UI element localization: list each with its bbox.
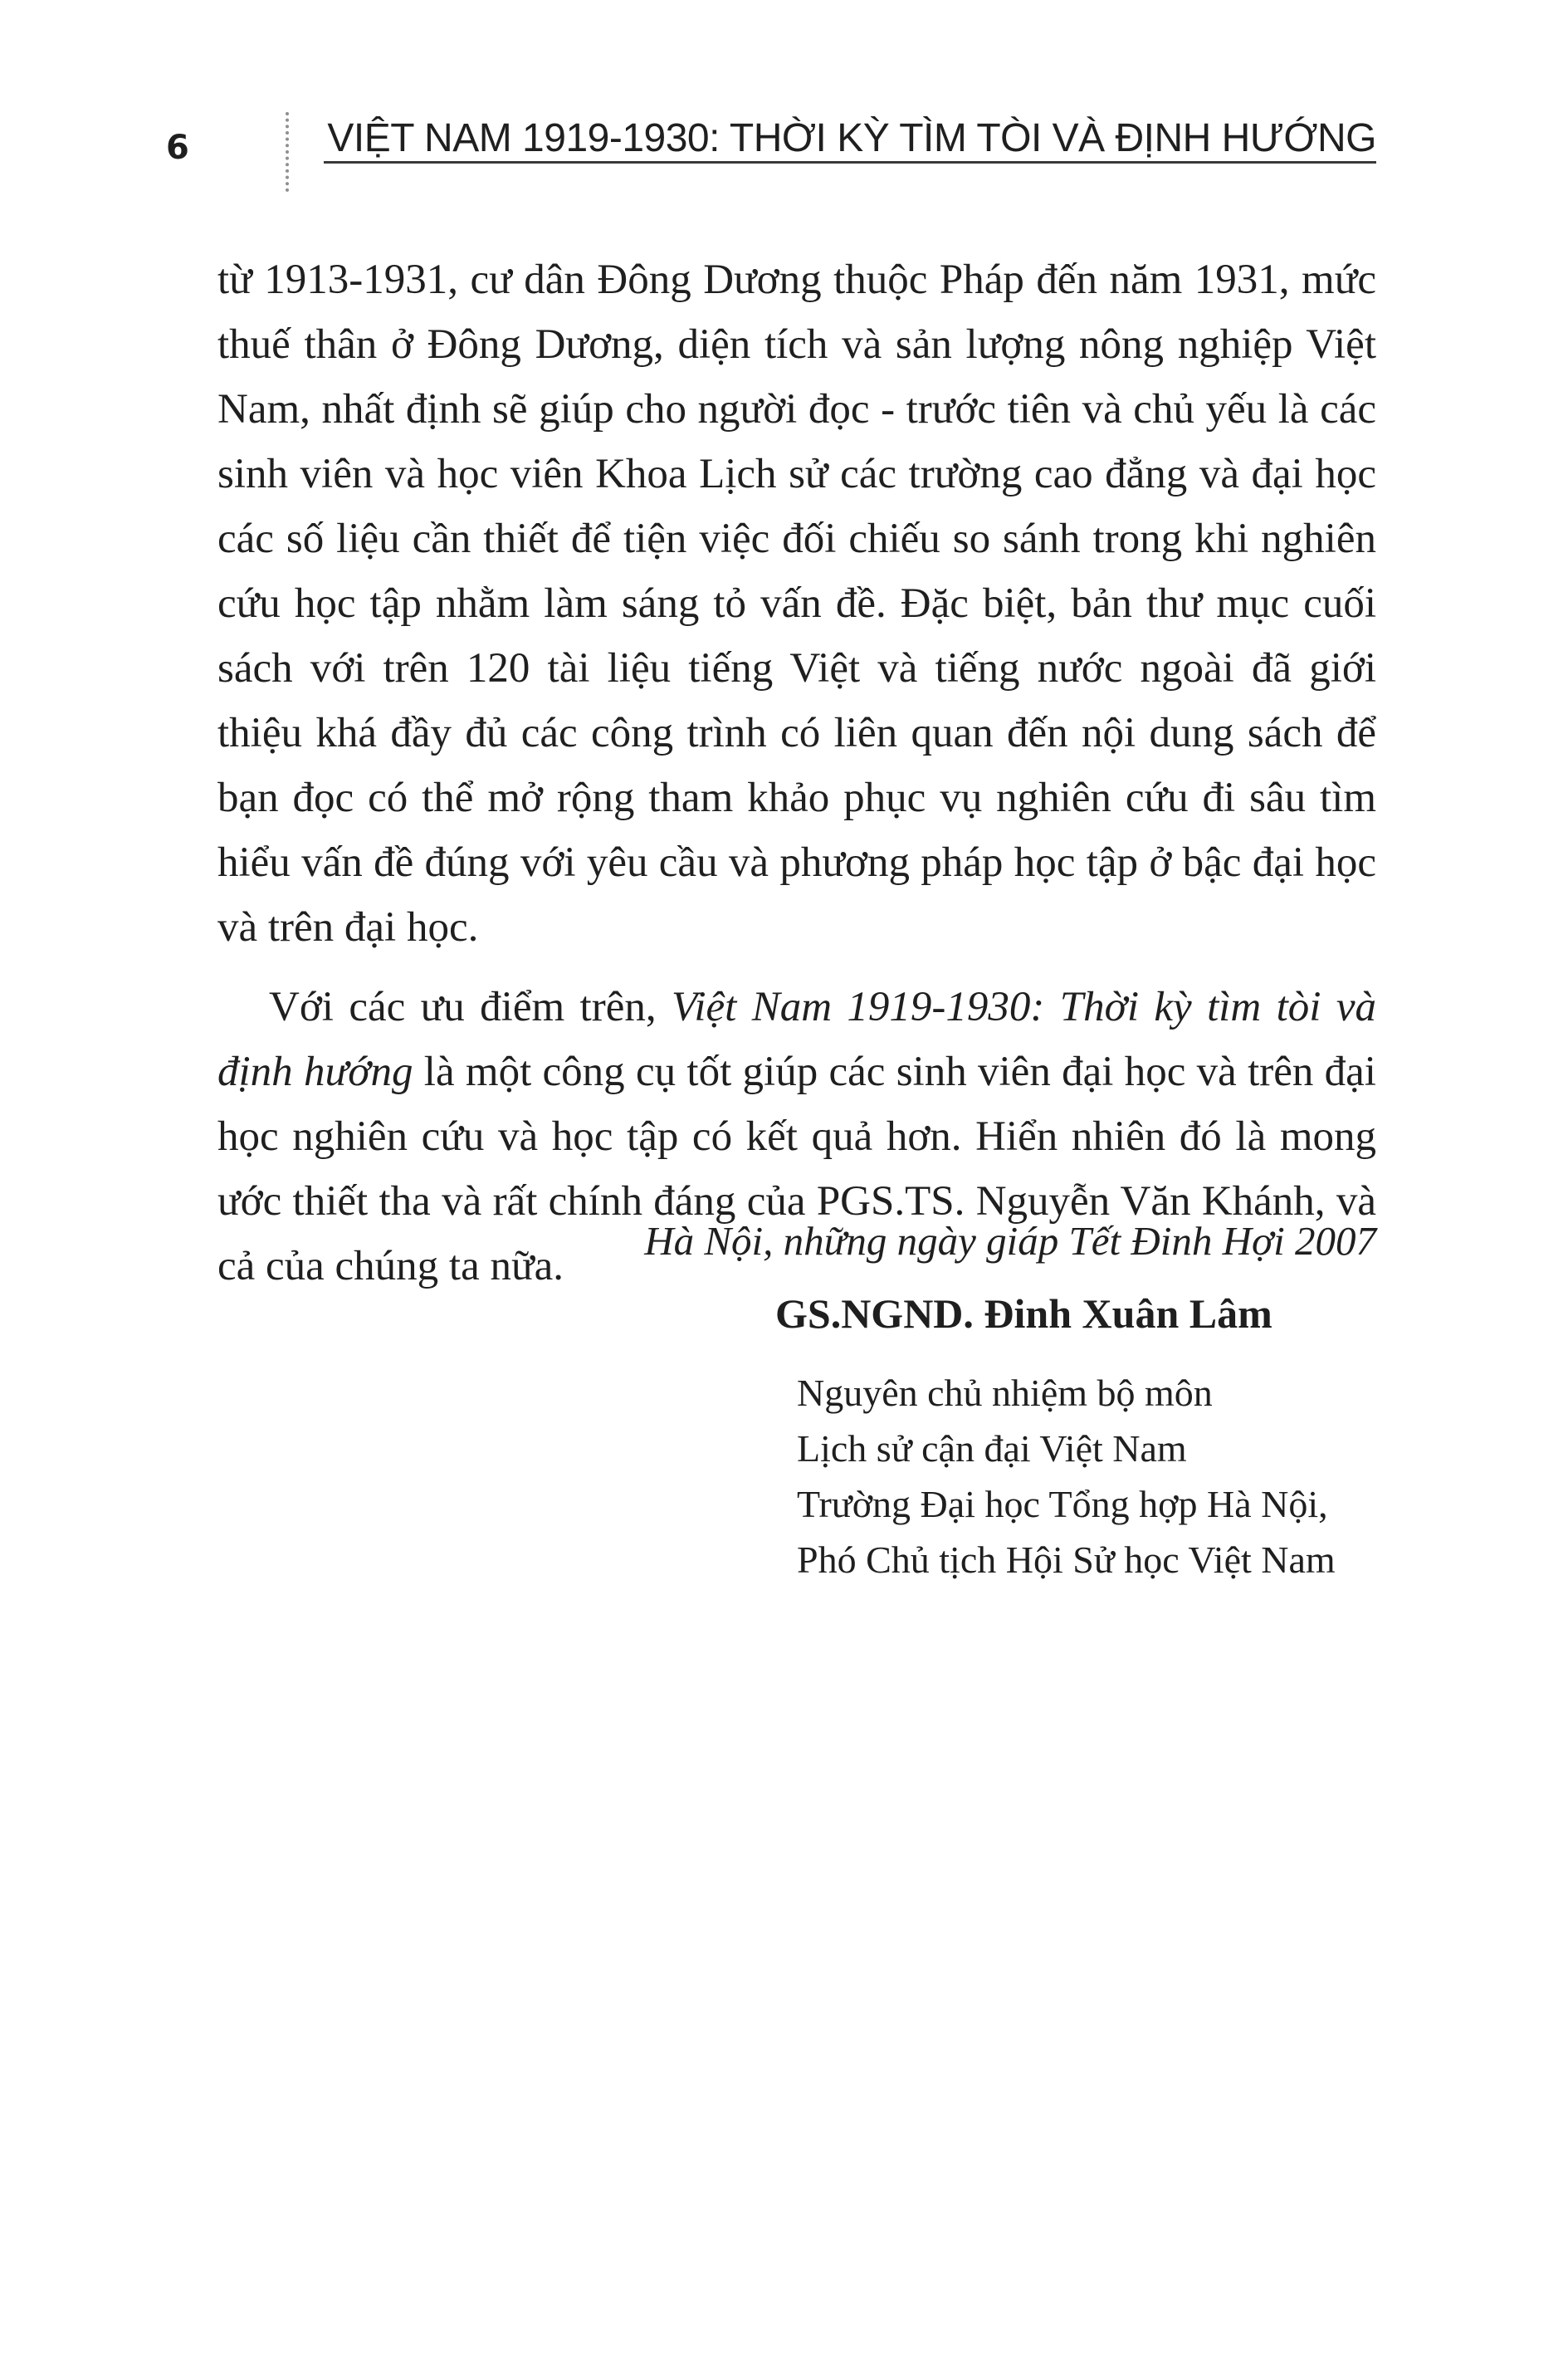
header-divider bbox=[286, 112, 289, 192]
paragraph-1: từ 1913-1931, cư dân Đông Dương thuộc Pháp đến năm 1931, mức thuế thân ở Đông Dương, diện tích và sản lượng nông nghiệp Việt Nam, nhất định sẽ giúp cho người đọc - trước tiên và chủ yếu là các sinh viên và học viên Khoa Lịch sử các trường cao đẳng và đại học các số liệu cần thiết để tiện việc đối chiếu so sánh trong khi nghiên cứu học tập nhằm làm sáng tỏ vấn đề. Đặc biệt, bản thư mục cuối sách với trên 120 tài liệu tiếng Việt và tiếng nước ngoài đã giới thiệu khá đầy đủ các công trình có liên quan đến nội dung sách để bạn đọc có thể mở rộng tham khảo phục vụ nghiên cứu đi sâu tìm hiểu vấn đề đúng với yêu cầu và phương pháp học tập ở bậc đại học và trên đại học. bbox=[217, 257, 1376, 951]
body-text bbox=[217, 247, 1376, 1299]
signature-affiliation bbox=[797, 1365, 1336, 1587]
page-number: 6 bbox=[166, 129, 189, 167]
affiliation-line: Nguyên chủ nhiệm bộ môn bbox=[797, 1372, 1213, 1414]
running-title: VIỆT NAM 1919-1930: THỜI KỲ TÌM TÒI VÀ ĐỊNH HƯỚNG bbox=[327, 116, 1376, 160]
paragraph-2-rest: là một công cụ tốt giúp các sinh viên đại học và trên đại học nghiên cứu và học tập có kết quả hơn. Hiển nhiên đó là mong ước thiết tha và rất chính đáng của PGS.TS. Nguyễn Văn Khánh, và cả của chúng ta nữa. bbox=[217, 1049, 1376, 1289]
affiliation-line: Lịch sử cận đại Việt Nam bbox=[797, 1427, 1187, 1470]
affiliation-line: Phó Chủ tịch Hội Sử học Việt Nam bbox=[797, 1538, 1336, 1581]
paragraph-2-intro: Với các ưu điểm trên, bbox=[269, 984, 672, 1030]
header-rule bbox=[324, 161, 1376, 164]
signature-place-date: Hà Nội, những ngày giáp Tết Đinh Hợi 2007 bbox=[644, 1218, 1376, 1264]
book-title: Việt Nam 1919-1930: Thời kỳ tìm tòi và định hướng bbox=[217, 984, 1376, 1095]
affiliation-line: Trường Đại học Tổng hợp Hà Nội, bbox=[797, 1483, 1328, 1525]
signature-name: GS.NGND. Đinh Xuân Lâm bbox=[775, 1290, 1272, 1337]
